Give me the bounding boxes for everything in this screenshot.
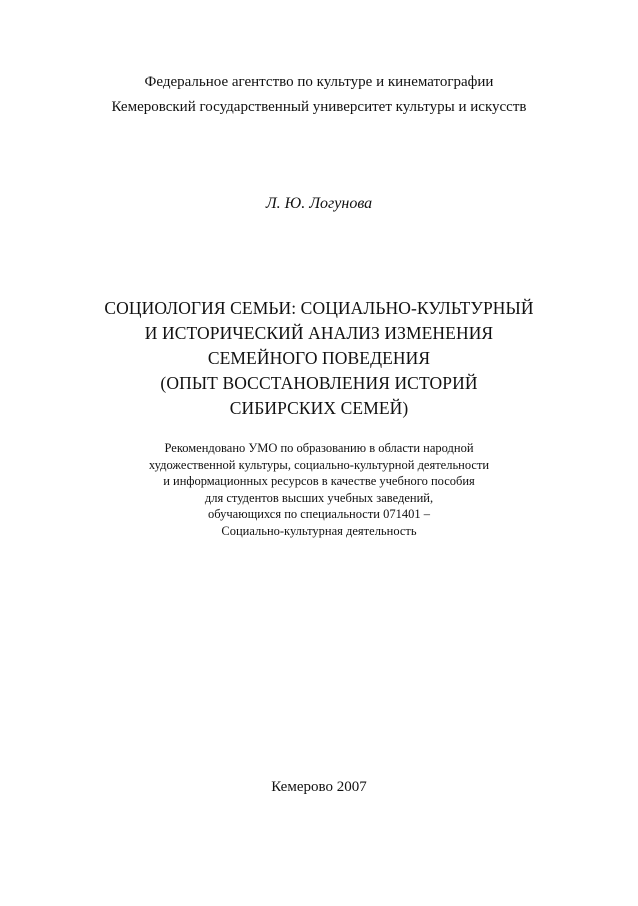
book-title: [0, 296, 638, 421]
title-line: СЕМЕЙНОГО ПОВЕДЕНИЯ: [207, 348, 431, 368]
recommendation-line: Социально-культурная деятельность: [221, 523, 417, 538]
title-line: СИБИРСКИХ СЕМЕЙ): [229, 398, 409, 418]
recommendation-line: художественной культуры, социально-культурной деятельности: [148, 457, 490, 472]
title-line: И ИСТОРИЧЕСКИЙ АНАЛИЗ ИЗМЕНЕНИЯ: [144, 323, 494, 343]
publisher-header: [0, 70, 638, 120]
title-line: (ОПЫТ ВОССТАНОВЛЕНИЯ ИСТОРИЙ: [160, 373, 478, 393]
title-line: СОЦИОЛОГИЯ СЕМЬИ: СОЦИАЛЬНО-КУЛЬТУРНЫЙ: [104, 298, 534, 318]
recommendation-line: и информационных ресурсов в качестве учебного пособия: [163, 474, 475, 489]
recommendation-line: обучающихся по специальности 071401 –: [208, 507, 430, 522]
recommendation-note: [0, 440, 638, 540]
recommendation-line: Рекомендовано УМО по образованию в области народной: [164, 441, 474, 455]
university-name: Кемеровский государственный университет культуры и искусств: [111, 99, 527, 115]
recommendation-line: для студентов высших учебных заведений,: [204, 490, 434, 505]
author-name: Л. Ю. Логунова: [265, 195, 373, 212]
agency-name: Федеральное агентство по культуре и кинематографии: [144, 74, 494, 90]
city-year: Кемерово 2007: [271, 779, 367, 795]
